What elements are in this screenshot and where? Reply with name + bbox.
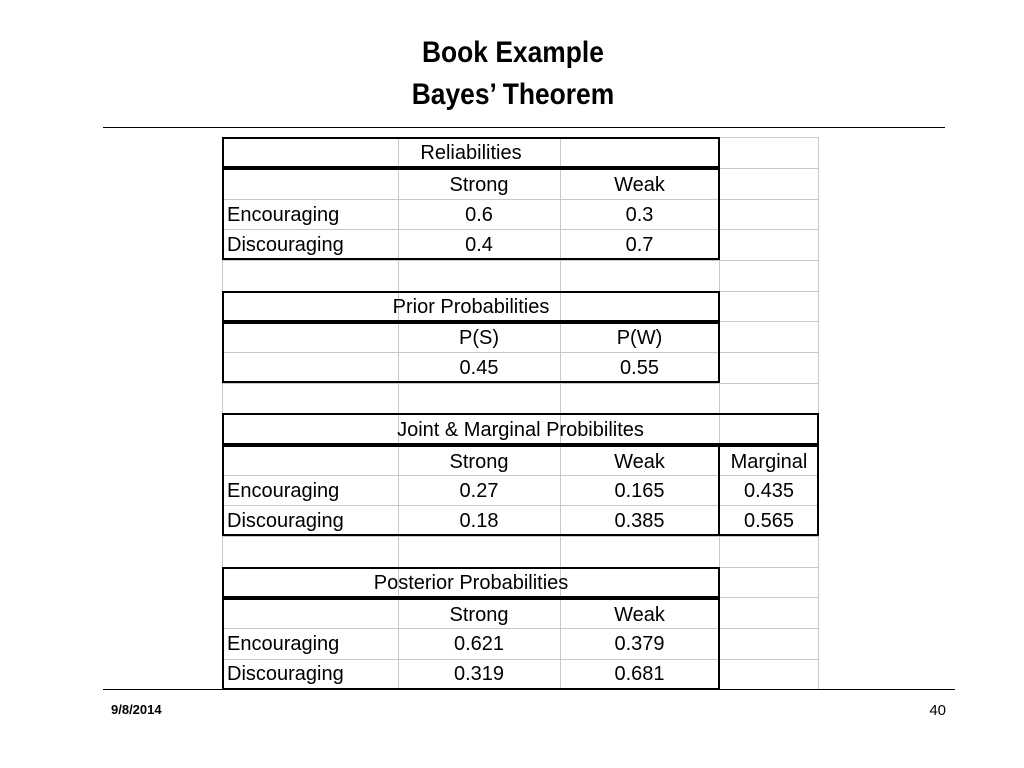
joint-col-weak: Weak [614, 451, 665, 473]
posterior-row-label: Encouraging [227, 633, 340, 655]
joint-cell: 0.435 [743, 480, 795, 502]
joint-row-label: Discouraging [227, 510, 344, 532]
joint-row-label: Encouraging [227, 480, 340, 502]
posterior-cell: 0.621 [453, 633, 505, 655]
prior-col-pw: P(W) [616, 327, 663, 349]
joint-col-strong: Strong [449, 451, 509, 473]
joint-cell: 0.18 [459, 510, 499, 532]
joint-header: Joint & Marginal Probibilites [397, 419, 644, 441]
reliabilities-cell: 0.3 [625, 204, 654, 226]
grid-line [222, 383, 819, 384]
posterior-header: Posterior Probabilities [373, 572, 569, 594]
reliabilities-row-label: Discouraging [227, 234, 344, 256]
posterior-col-weak: Weak [614, 604, 665, 626]
reliabilities-cell: 0.4 [465, 234, 493, 256]
prior-cell: 0.45 [459, 357, 499, 379]
joint-cell: 0.165 [614, 480, 665, 502]
reliabilities-cell: 0.7 [625, 234, 654, 256]
prior-cell: 0.55 [620, 357, 659, 379]
grid-line [222, 536, 819, 537]
title-divider [103, 127, 945, 128]
prior-header: Prior Probabilities [392, 296, 550, 318]
reliabilities-cell: 0.6 [465, 204, 493, 226]
posterior-cell: 0.319 [453, 663, 505, 685]
grid-line [222, 168, 819, 169]
slide-title: Book Example [421, 36, 604, 69]
joint-col-marginal: Marginal [730, 451, 808, 473]
posterior-row-label: Discouraging [227, 663, 344, 685]
posterior-cell: 0.681 [614, 663, 665, 685]
slide-subtitle: Bayes’ Theorem [411, 78, 615, 111]
spreadsheet [222, 137, 819, 690]
joint-cell: 0.385 [614, 510, 665, 532]
reliabilities-row-label: Encouraging [227, 204, 340, 226]
posterior-col-strong: Strong [449, 604, 509, 626]
reliabilities-col-weak: Weak [614, 174, 665, 196]
page-number: 40 [929, 702, 946, 719]
reliabilities-header: Reliabilities [420, 142, 522, 164]
grid-line [222, 260, 819, 261]
joint-cell: 0.27 [459, 480, 499, 502]
joint-cell: 0.565 [743, 510, 795, 532]
grid-line [222, 413, 819, 414]
prior-col-ps: P(S) [459, 327, 499, 349]
footer-date: 9/8/2014 [111, 702, 162, 717]
footer-divider [103, 689, 955, 690]
reliabilities-col-strong: Strong [449, 174, 509, 196]
posterior-cell: 0.379 [614, 633, 665, 655]
